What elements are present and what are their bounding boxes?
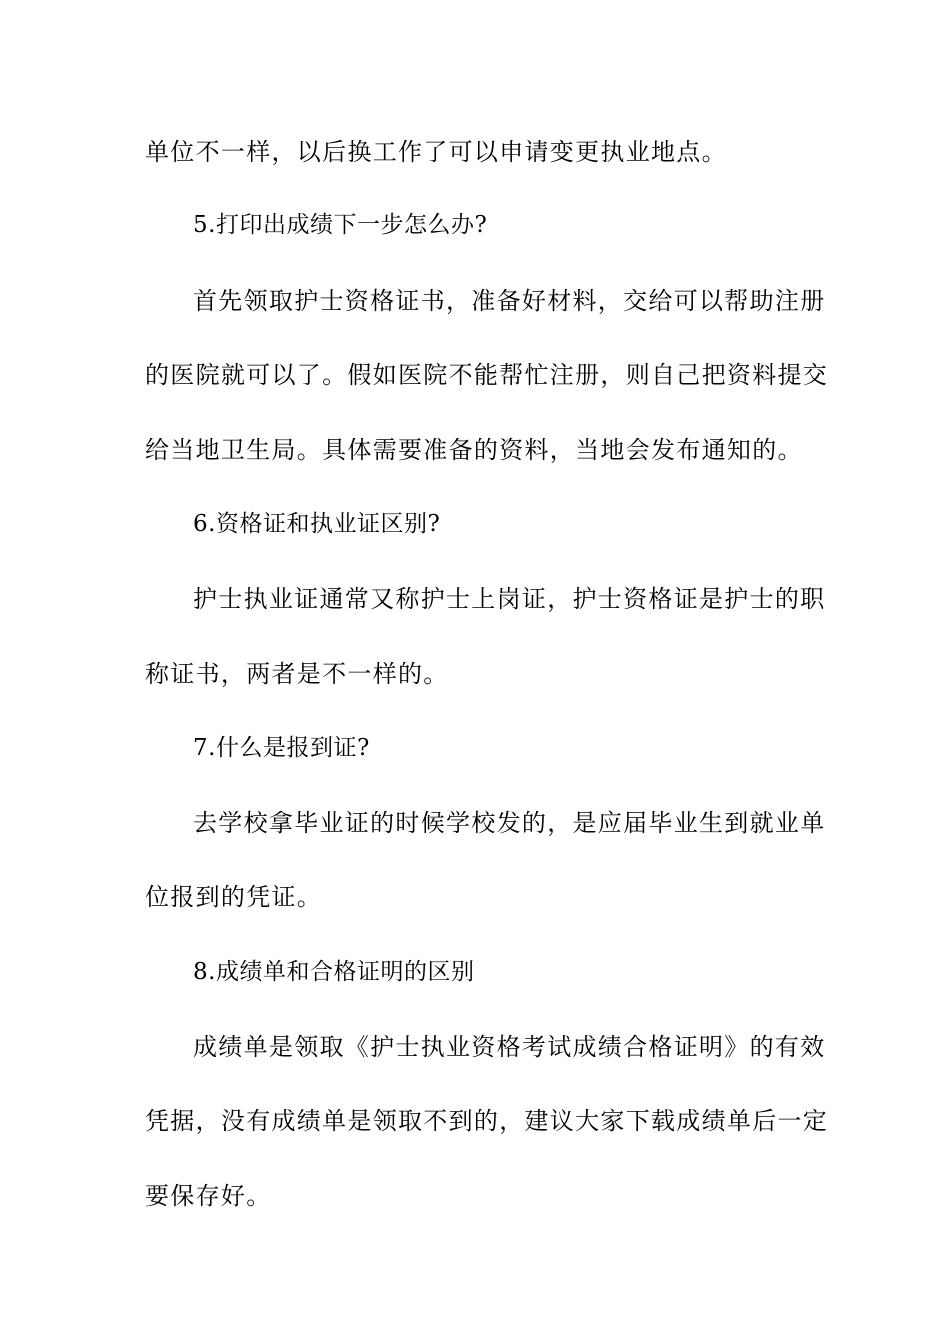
paragraph-line: 成绩单是领取《护士执业资格考试成绩合格证明》的有效: [193, 1033, 826, 1061]
paragraph-line: 的医院就可以了。假如医院不能帮忙注册，则自己把资料提交: [145, 361, 829, 389]
question-heading: 5.打印出成绩下一步怎么办?: [193, 212, 488, 238]
paragraph-line: 要保存好。: [145, 1182, 272, 1210]
paragraph-line: 凭据，没有成绩单是领取不到的，建议大家下载成绩单后一定: [145, 1107, 829, 1135]
paragraph-line: 称证书，两者是不一样的。: [145, 660, 449, 688]
paragraph-line: 单位不一样，以后换工作了可以申请变更执业地点。: [145, 138, 727, 166]
paragraph-line: 护士执业证通常又称护士上岗证，护士资格证是护士的职: [193, 585, 826, 613]
question-heading: 8.成绩单和合格证明的区别: [193, 959, 475, 985]
question-heading: 6.资格证和执业证区别?: [193, 511, 441, 537]
paragraph-line: 给当地卫生局。具体需要准备的资料，当地会发布通知的。: [145, 436, 803, 464]
paragraph-line: 去学校拿毕业证的时候学校发的，是应届毕业生到就业单: [193, 809, 826, 837]
paragraph-line: 首先领取护士资格证书，准备好材料，交给可以帮助注册: [193, 287, 826, 315]
paragraph-line: 位报到的凭证。: [145, 883, 323, 911]
question-heading: 7.什么是报到证?: [193, 735, 370, 761]
